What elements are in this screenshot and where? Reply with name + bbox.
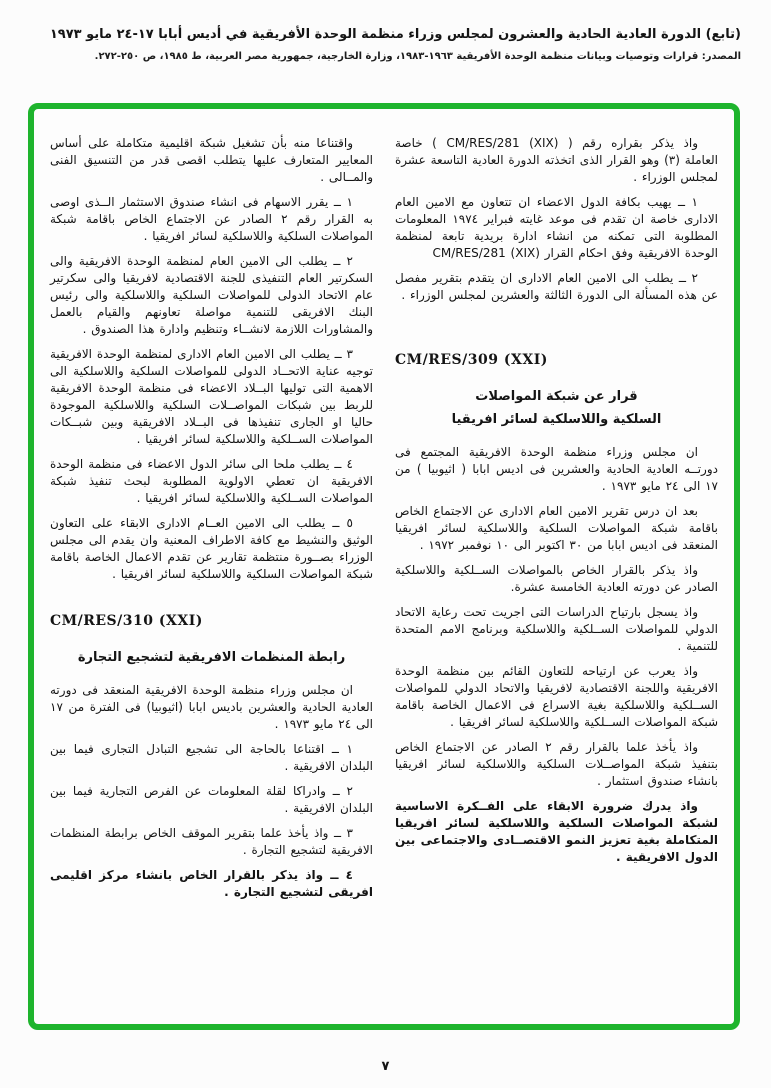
column-right: [395, 131, 718, 1010]
paragraph: واذ يذكر بقراره رقم ( CM/RES/281 (XIX) ) خاصة العاملة (٣) وهو القرار الذى اتخذته الدورة العادية التاسعة عشرة لمجلس الوزراء .: [395, 136, 718, 184]
section-title: رابطة المنظمات الافريقية لتشجيع التجارة: [77, 650, 346, 665]
paragraph: ان مجلس وزراء منظمة الوحدة الافريقية المنعقد فى دورته العادية الحادية والعشرين باديس ابابا (اثيوبيا) فى الفترة من ١٧ الى ٢٤ مايو ١٩٧٣ .: [50, 682, 373, 731]
paragraph: ان مجلس وزراء منظمة الوحدة الافريقية المجتمع فى دورتــه العادية الحادية والعشرين فى اديس ابابا ( اثيوبيا ) من ١٧ الى ٢٤ مايو ١٩٧٣ .: [395, 444, 718, 493]
paragraph: بعد ان درس تقرير الامين العام الادارى عن الاجتماع الخاص باقامة شبكة المواصلات السلكية واللاسلكية لسائر افريقيا المنعقد فى اديس ابابا من ٣٠ اكتوبر الى ١٠ نوفمبر ١٩٧٢ .: [395, 503, 718, 552]
column-left: [50, 131, 373, 1010]
numbered-clause-4: ٤ ــ واذ يذكر بالقرار الخاص بانشاء مركز اقليمى افريقى لتشجيع التجارة .: [50, 867, 373, 899]
numbered-clause-2: ٢ ــ يطلب الى الامين العام لمنظمة الوحدة الافريقية والى السكرتير العام التنفيذى للجنة الاقتصادية لافريقيا والى سكرتير عام الاتحاد الدولى للمواصلات السلكية واللاسلكية والى رئيس البنك الافريقى للتنمية مواصلة تعاونهم والقيام بالعمل والمشاورات اللازمة لانشــاء وتنظيم وادارة هذا الصندوق .: [50, 254, 373, 336]
page-number: ٧: [381, 1059, 390, 1074]
numbered-clause-4: ٤ ــ يطلب ملحا الى سائر الدول الاعضاء فى منظمة الوحدة الافريقية ان تعطي الاولوية المطلوبة لبحث تنفيذ شبكة المواصلات الســلكية واللاسلكية لسائر افريقيا .: [50, 457, 373, 505]
paragraph: واذ يأخذ علما بالقرار رقم ٢ الصادر عن الاجتماع الخاص بتنفيذ شبكة المواصــلات السلكية واللاسلكية لسائر افريقيا بانشاء صندوق استثمار .: [395, 739, 718, 788]
numbered-clause-3: ٣ ــ يطلب الى الامين العام الادارى لمنظمة الوحدة الافريقية توجيه عناية الاتحــاد الدولى للمواصلات السلكية واللاسلكية الى الاهمية التى توليها البــلاد الاعضاء فى منظمة الوحدة الافريقية للربط بين شبكات المواصــلات السلكية واللاسلكية الموجودة حاليا او الجارى تنفيذها فى البــلاد الافريقية وبين شبــكات المواصلات الســلكية واللاسلكية لسائر افريقيا .: [50, 347, 373, 446]
source-citation-line: المصدر: قرارات وتوصيات وبيانات منظمة الوحدة الأفريقية ١٩٦٣-١٩٨٣، وزارة الخارجية، جمهورية مصر العربية، ط ١٩٨٥، ص ٢٥٠-٢٧٢.: [94, 51, 741, 63]
session-title-line: (تابع) الدورة العادية الحادية والعشرون لمجلس وزراء منظمة الوحدة الأفريقية في أديس أبابا ١٧-٢٤ مايو ١٩٧٣: [49, 27, 741, 42]
page-header: [26, 26, 741, 62]
resolution-ref-309: CM/RES/309 (XXI): [395, 352, 548, 368]
two-column-layout: [34, 109, 734, 1024]
paragraph: واذ يسجل بارتياح الدراسات التى اجريت تحت رعاية الاتحاد الدولي للمواصلات الســلكية واللاسلكية وبرنامج الامم المتحدة للتنمية .: [395, 604, 718, 653]
numbered-clause-1: ١ ــ يقرر الاسهام فى انشاء صندوق الاستثمار الــذى اوصى به القرار رقم ٢ الصادر عن الاجتماع الخاص باقامة شبكة المواصلات السلكية واللاسلكية لسائر افريقيا .: [50, 195, 373, 243]
numbered-clause-3: ٣ ــ واذ يأخذ علما بتقرير الموقف الخاص برابطة المنظمات الافريقية لتشجيع التجارة .: [50, 825, 373, 857]
numbered-clause-2: ٢ ــ يطلب الى الامين العام الادارى ان يتقدم بتقرير مفصل عن هذه المسألة الى الدورة الثالثة والعشرين لمجلس الوزراء .: [395, 271, 718, 302]
numbered-clause-5: ٥ ــ يطلب الى الامين العــام الادارى الابقاء على التعاون الوثيق والنشيط مع كافة الاطراف المعنية وان يقدم الى مجلس الوزراء بصــورة منتظمة تقارير عن تقدم الاعمال الخاصة باقامة شبكة المواصلات السلكية واللاسلكية لسائر افريقيا .: [50, 516, 373, 581]
paragraph: واذ يذكر بالقرار الخاص بالمواصلات الســلكية واللاسلكية الصادر عن دورته العادية الخامسة عشرة.: [395, 562, 718, 594]
resolution-ref-310: CM/RES/310 (XXI): [50, 613, 203, 629]
numbered-clause-1: ١ ــ اقتناعا بالحاجة الى تشجيع التبادل التجارى فيما بين البلدان الافريقية .: [50, 741, 373, 773]
numbered-clause-2: ٢ ــ وادراكا لقلة المعلومات عن الفرص التجارية فيما بين البلدان الافريقية .: [50, 783, 373, 815]
section-title: قرار عن شبكة المواصلات السلكية واللاسلكية لسائر افريقيا: [451, 389, 662, 427]
paragraph: واذ يدرك ضرورة الابقاء على الفــكرة الاساسية لشبكة المواصلات السلكية واللاسلكية لسائر افريقيا المتكاملة بغية تعزيز النمو الاقتصــادى والاجتماعى بين الدول الافريقية .: [395, 798, 718, 864]
document-frame: [28, 103, 740, 1030]
numbered-clause-1: ١ ــ يهيب بكافة الدول الاعضاء ان تتعاون مع الامين العام الادارى خاصة ان تقدم فى موعد غايته فبراير ١٩٧٤ المعلومات المطلوبة التى تمكنه من انشاء ادارة بريدية تابعة لمنظمة الوحدة الافريقية وفق احكام القرار (CM/RES/281 (XIX: [395, 195, 718, 260]
paragraph: واقتناعا منه بأن تشغيل شبكة اقليمية متكاملة على أساس المعايير المتعارف عليها يتطلب اقصى قدر من التنسيق الفنى والمــالى .: [50, 136, 373, 184]
paragraph: واذ يعرب عن ارتياحه للتعاون القائم بين منظمة الوحدة الافريقية واللجنة الاقتصادية لافريقيا والاتحاد الدولي للمواصلات الســلكية واللاسلكية بغية الاسراع فى الاعمال الخاصة باقامة شبكة المواصلات الســلكية واللاسلكية لسائر افريقيا .: [395, 663, 718, 729]
